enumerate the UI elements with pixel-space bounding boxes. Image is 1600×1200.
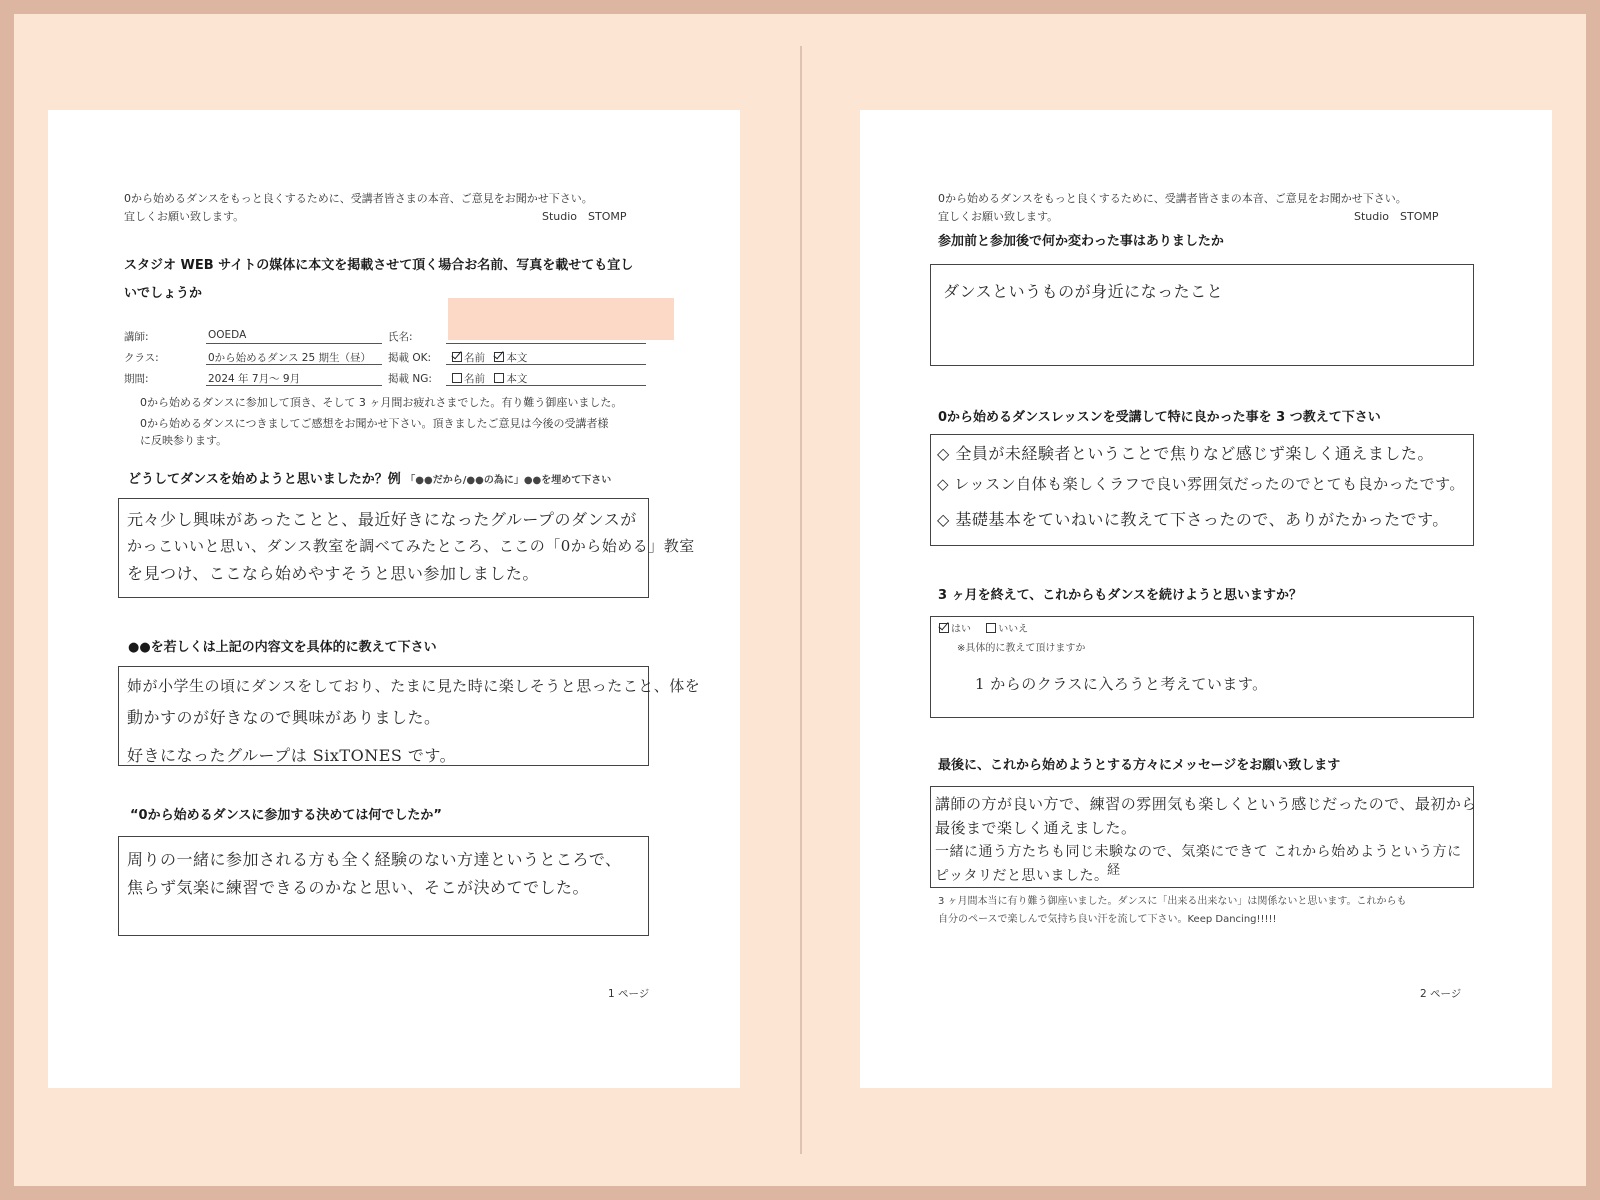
answer-box-5 (930, 434, 1474, 546)
intro-text-2: 宜しくお願い致します。 (938, 210, 1059, 223)
page-number-2: 2 ページ (1420, 988, 1462, 1000)
continue-options: はい いいえ (939, 620, 1028, 635)
answer-box-1 (118, 498, 695, 598)
answer-5-item-3: ◇ 基礎基本をていねいに教えて下さったので、ありがたかったです。 (937, 510, 1449, 529)
question-7: 最後に、これから始めようとする方々にメッセージをお願い致します (938, 758, 1341, 773)
answer-1-line-2: かっこいいと思い、ダンス教室を調べてみたところ、ここの「0から始める」教室 (127, 537, 695, 555)
question-3: “0から始めるダンスに参加する決めては何でしたか” (130, 808, 442, 823)
answer-3-line-1: 周りの一緒に参加される方も全く経験のない方達というところで、 (127, 850, 622, 869)
answer-4-line-1: ダンスというものが身近になったこと (943, 282, 1224, 301)
answer-2-line-2: 動かすのが好きなので興味がありました。 (127, 708, 441, 727)
feedback-text: 0から始めるダンスにつきましてご感想をお聞かせ下さい。頂きましたご意見は今後の受講者様 (140, 417, 609, 430)
answer-2-line-3: 好きになったグループは SixTONES です。 (127, 746, 457, 765)
answer-2-line-1: 姉が小学生の頃にダンスをしており、たまに見た時に楽しそうと思ったこと、体を (127, 677, 701, 695)
feedback-text-2: に反映参ります。 (140, 434, 228, 447)
class-value: 0から始めるダンス 25 期生（昼） (208, 352, 372, 364)
answer-3-line-2: 焦らず気楽に練習できるのかなと思い、そこが決めてでした。 (127, 878, 590, 897)
page-number-1: 1 ページ (608, 988, 650, 1000)
no-checkbox[interactable] (986, 623, 996, 633)
question-6: 3 ヶ月を終えて、これからもダンスを続けようと思いますか？ (938, 588, 1303, 603)
studio-name: Studio STOMP (1354, 210, 1439, 223)
closing-message-2: 自分のペースで楽しんで気持ち良い汗を流して下さい。Keep Dancing!!!!! (938, 914, 1277, 925)
answer-box-2 (118, 666, 701, 766)
question-4: 参加前と参加後で何か変わった事はありましたか (938, 234, 1224, 249)
answer-7-line-1: 講師の方が良い方で、練習の雰囲気も楽しくという感じだったので、最初から (935, 795, 1477, 813)
answer-1-line-1: 元々少し興味があったことと、最近好きになったグループのダンスが (127, 510, 637, 529)
answer-box-4 (930, 264, 1474, 366)
answer-6-note: ※具体的に教えて頂けますか (957, 643, 1086, 654)
instructor-label: 講師: (124, 331, 149, 343)
period-label: 期間: (124, 373, 149, 385)
intro-text: 0から始めるダンスをもっと良くするために、受講者皆さまの本音、ご意見をお聞かせ下さい。 (124, 192, 593, 205)
answer-7-line-3: 一緒に通う方たちも同じ未験なので、気楽にできて これから始めようという方に (935, 844, 1462, 860)
answer-5-item-2: ◇ レッスン自体も楽しくラフで良い雰囲気だったのでとても良かったです。 (937, 475, 1465, 493)
instructor-value: OOEDA (208, 329, 247, 341)
period-value: 2024 年 7月～ 9月 (208, 373, 301, 385)
name-label: 氏名: (388, 331, 413, 343)
page-divider (800, 46, 802, 1154)
studio-name: Studio STOMP (542, 210, 627, 223)
publish-ng-options: 名前 本文 (452, 371, 527, 386)
publish-ok-body-checkbox[interactable] (494, 352, 504, 362)
question-2: ●●を若しくは上記の内容文を具体的に教えて下さい (128, 640, 437, 655)
intro-text: 0から始めるダンスをもっと良くするために、受講者皆さまの本音、ご意見をお聞かせ下さい。 (938, 192, 1407, 205)
closing-message: 3 ヶ月間本当に有り難う御座いました。ダンスに「出来る出来ない」は関係ないと思います。これからも (938, 896, 1407, 907)
publish-ng-label: 掲載 NG: (388, 373, 432, 385)
answer-7-correction: 経 (1107, 863, 1121, 878)
answer-1-line-3: を見つけ、ここなら始めやすそうと思い参加しました。 (127, 564, 539, 583)
redacted-name (448, 298, 674, 340)
answer-5-item-1: ◇ 全員が未経験者ということで焦りなど感じず楽しく通えました。 (937, 444, 1434, 463)
survey-page-2 (860, 110, 1552, 1088)
answer-6-text: 1 からのクラスに入ろうと考えています。 (975, 675, 1268, 693)
answer-7-line-2: 最後まで楽しく通えました。 (935, 819, 1137, 837)
class-label: クラス: (124, 352, 159, 364)
publish-ok-options: 名前 本文 (452, 350, 527, 365)
publish-ng-name-checkbox[interactable] (452, 373, 462, 383)
answer-box-7 (930, 786, 1477, 888)
answer-box-6 (930, 616, 1474, 718)
consent-question: スタジオ WEB サイトの媒体に本文を掲載させて頂く場合お名前、写真を載せても宜しいでしょうか (124, 258, 634, 301)
yes-checkbox[interactable] (939, 623, 949, 633)
question-5: 0から始めるダンスレッスンを受講して特に良かった事を 3 つ教えて下さい (938, 410, 1381, 425)
thanks-text: 0から始めるダンスに参加して頂き、そして 3 ヶ月間お疲れさまでした。有り難う御座いました。 (140, 396, 623, 409)
publish-ok-name-checkbox[interactable] (452, 352, 462, 362)
intro-text-2: 宜しくお願い致します。 (124, 210, 245, 223)
survey-page-1 (48, 110, 740, 1088)
answer-box-3 (118, 836, 649, 936)
question-1: どうしてダンスを始めようと思いましたか？例 「●●だから/●●の為に」●●を埋めて下さい (128, 472, 612, 487)
answer-7-line-4: ピッタリだと思いました。 (935, 868, 1109, 884)
publish-ok-label: 掲載 OK: (388, 352, 432, 364)
publish-ng-body-checkbox[interactable] (494, 373, 504, 383)
